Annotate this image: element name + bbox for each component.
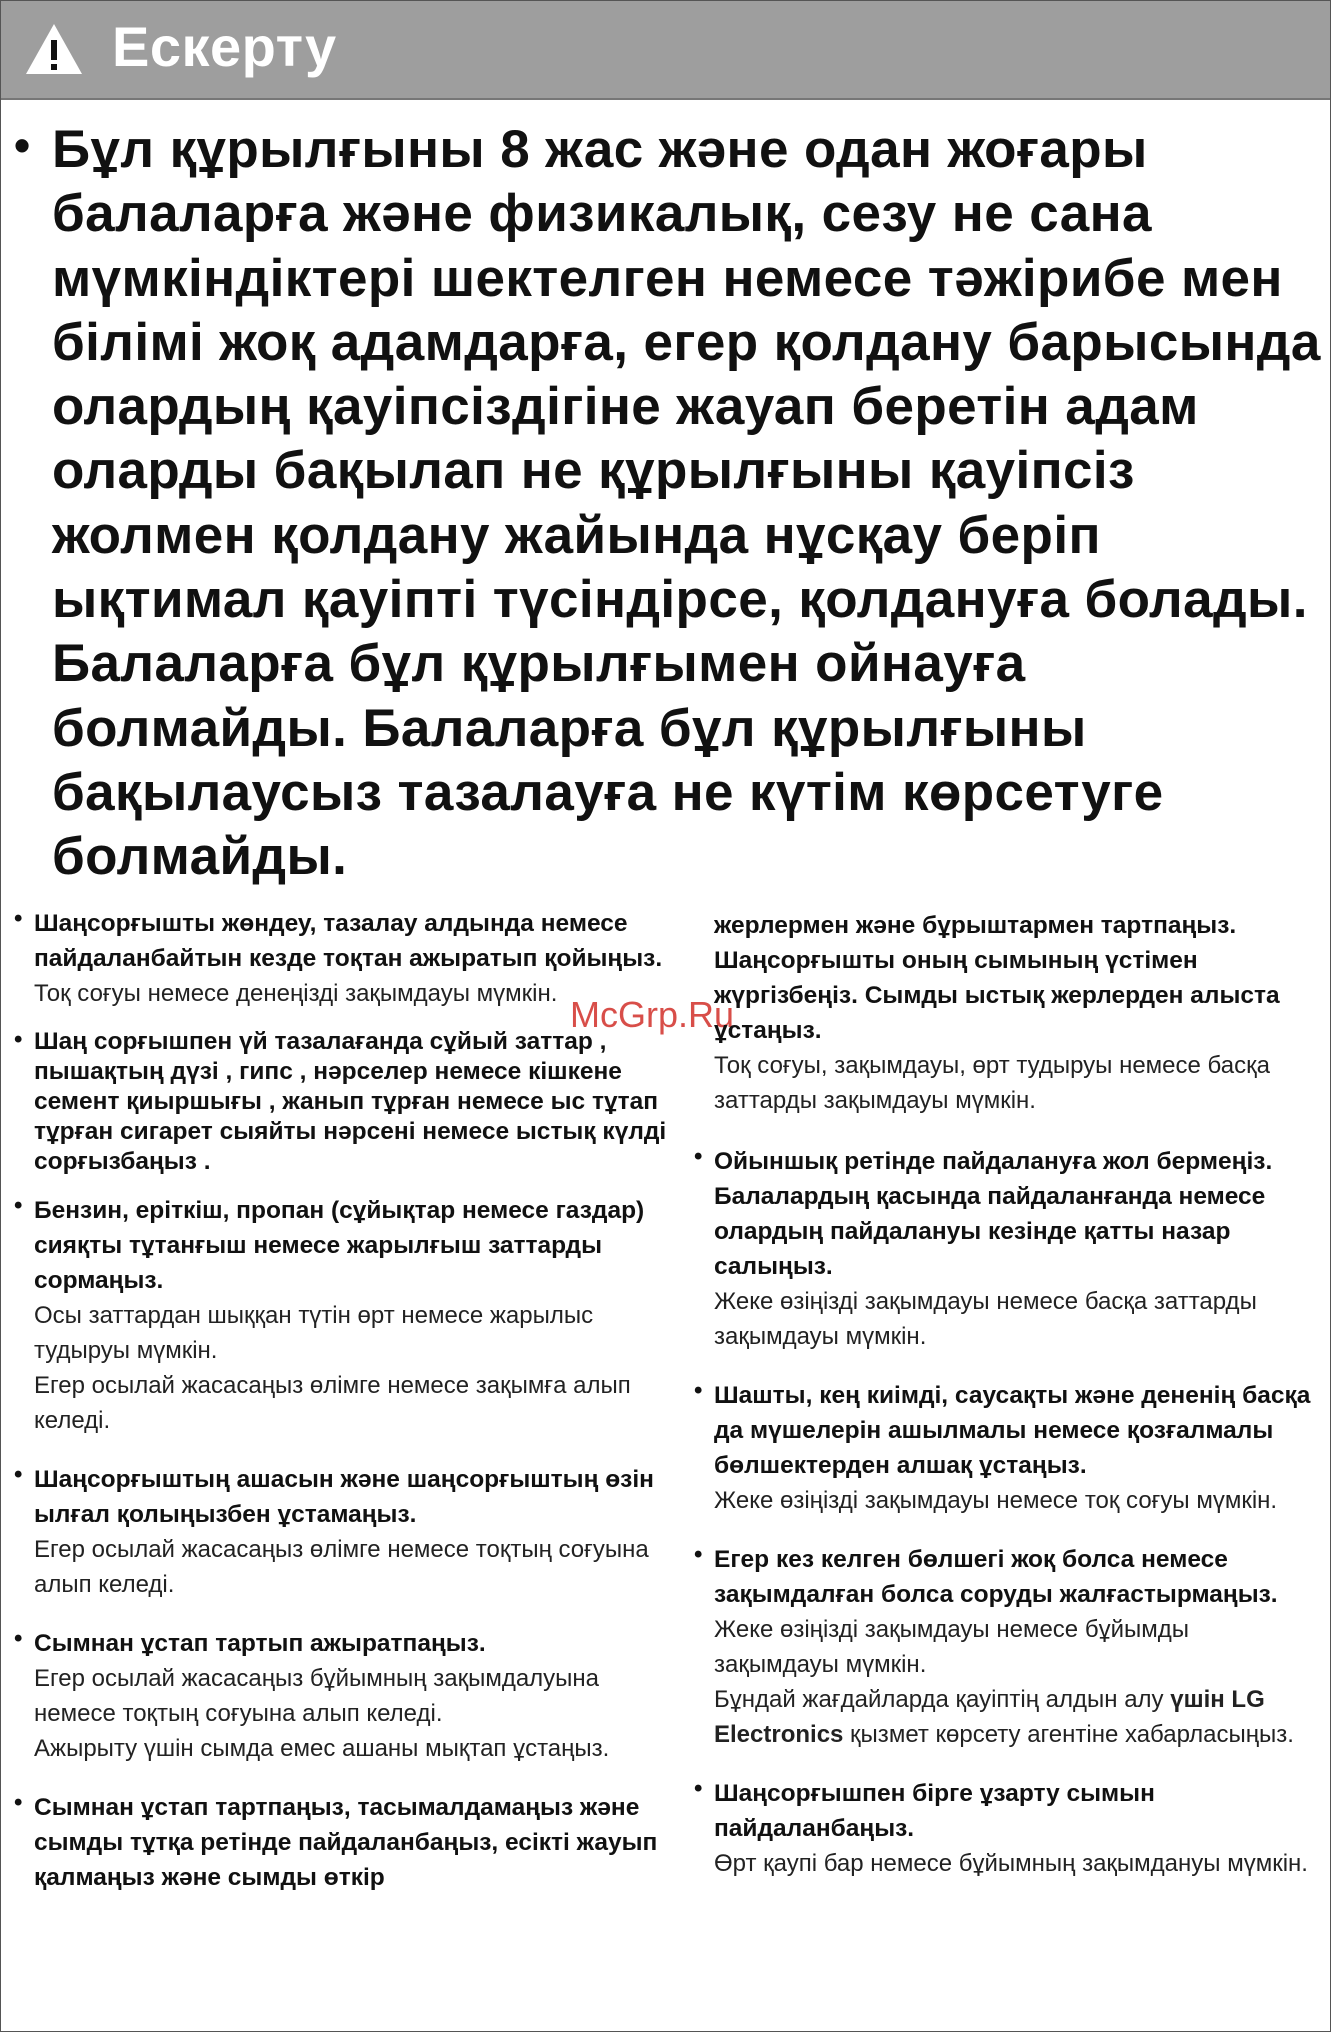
item-note: Осы заттардан шыққан түтін өрт немесе жарылыс тудыруы мүмкін. [34, 1302, 594, 1364]
item-note: Ажырыту үшін сымда емес ашаны мықтап ұстаңыз. [34, 1735, 610, 1762]
item-note: Жеке өзіңізді зақымдауы немесе тоқ соғуы мүмкін. [714, 1487, 1278, 1514]
warning-triangle-icon [24, 22, 84, 76]
list-item: • Бензин, еріткіш, пропан (сұйықтар немесе газдар) сияқты тұтанғыш немесе жарылғыш заттарды сормаңыз. Осы заттардан шыққан түтін өрт немесе жарылыс тудыруы мүмкін. Егер осылай жасасаңыз өлімге немесе зақымға алып келеді. [14, 1193, 682, 1438]
item-heading: Егер кез келген бөлшегі жоқ болса немесе зақымдалған болса соруды жалғастырмаңыз. [714, 1546, 1278, 1608]
list-item: • Егер кез келген бөлшегі жоқ болса немесе зақымдалған болса соруды жалғастырмаңыз. Жеке өзіңізді зақымдауы немесе бұйымды зақымдауы мүмкін. Бұндай жағдайларда қауіптің алдын алу үшін LG Electronics қызмет көрсету агентіне хабарласыңыз. [694, 1542, 1314, 1752]
item-heading: Шаң сорғышпен үй тазалағанда сұйый заттар , пышақтың дүзі , гипс , нәрселер немесе кішкене семент қиыршығы , жанып тұрған немесе ыс тұтап тұрған сигарет сыяйты нәрсені немесе ыстық күлді сорғызбаңыз . [34, 1028, 667, 1175]
warning-header [0, 0, 1331, 100]
list-item: • Шашты, кең киімді, саусақты және дененің басқа да мүшелерін ашылмалы немесе қозғалмалы бөлшектерден алшақ ұстаңыз. Жеке өзіңізді зақымдауы немесе тоқ соғуы мүмкін. [694, 1378, 1314, 1518]
item-note: Өрт қаупі бар немесе бұйымның зақымдануы мүмкін. [714, 1850, 1308, 1877]
bullet: • [14, 119, 31, 171]
item-note-service: Бұндай жағдайларда қауіптің алдын алу үшін LG Electronics қызмет көрсету агентіне хабарласыңыз. [714, 1686, 1294, 1748]
list-item: • Ойыншық ретінде пайдалануға жол бермеңіз. Балалардың қасында пайдаланғанда немесе олардың пайдалануы кезінде қатты назар салыңыз. Жеке өзіңізді зақымдауы немесе басқа заттарды зақымдауы мүмкін. [694, 1144, 1314, 1354]
item-heading: Сымнан ұстап тартпаңыз, тасымалдамаңыз және сымды тұтқа ретінде пайдаланбаңыз, есікті жауып қалмаңыз және сымды өткір [34, 1794, 658, 1891]
item-heading: Ойыншық ретінде пайдалануға жол бермеңіз. Балалардың қасында пайдаланғанда немесе олардың пайдалануы кезінде қатты назар салыңыз. [714, 1148, 1273, 1280]
item-note: Тоқ соғуы, зақымдауы, өрт тудыруы немесе басқа заттарды зақымдауы мүмкін. [714, 1052, 1270, 1114]
list-item: • Сымнан ұстап тартпаңыз, тасымалдамаңыз және сымды тұтқа ретінде пайдаланбаңыз, есікті жауып қалмаңыз және сымды өткір [14, 1790, 682, 1895]
list-item: • Шаңсорғыштың ашасын және шаңсорғыштың өзін ылғал қолыңызбен ұстамаңыз. Егер осылай жасасаңыз өлімге немесе тоқтың соғуына алып келеді. [14, 1462, 682, 1602]
item-heading: Шаңсорғыштың ашасын және шаңсорғыштың өзін ылғал қолыңызбен ұстамаңыз. [34, 1466, 654, 1528]
list-item-continuation [694, 908, 1314, 1118]
item-heading: Шаңсорғышпен бірге ұзарту сымын пайдаланбаңыз. [714, 1780, 1155, 1842]
header-title: Ескерту [112, 15, 337, 78]
lead-warning-text: Бұл құрылғыны 8 жас және одан жоғары балаларға және физикалық, сезу не сана мүмкіндіктері шектелген немесе тәжірибе мен білімі жоқ адамдарға, егер қолдану барысында олардың қауіпсіздігіне жауап беретін адам оларды бақылап не құрылғыны қауіпсіз жолмен қолдану жайында нұсқау беріп ықтимал қауіпті түсіндірсе, қолдануға болады. Балаларға бұл құрылғымен ойнауға болмайды. Балаларға бұл құрылғыны бақылаусыз тазалауға не күтім көрсетуге болмайды. [52, 120, 1321, 887]
list-item: • Шаңсорғышты жөндеу, тазалау алдында немесе пайдаланбайтын кезде тоқтан ажыратып қойыңыз. Тоқ соғуы немесе денеңізді зақымдауы мүмкін. [14, 906, 682, 1011]
item-note: Егер осылай жасасаңыз бұйымның зақымдалуына немесе тоқтың соғуына алып келеді. [34, 1665, 600, 1727]
item-note: Тоқ соғуы немесе денеңізді зақымдауы мүмкін. [34, 980, 558, 1007]
item-heading: Сымнан ұстап тартып ажыратпаңыз. [34, 1630, 486, 1657]
item-heading: Бензин, еріткіш, пропан (сұйықтар немесе газдар) сияқты тұтанғыш немесе жарылғыш заттарды сормаңыз. [34, 1197, 645, 1294]
item-note: Егер осылай жасасаңыз өлімге немесе зақымға алып келеді. [34, 1372, 631, 1434]
item-heading: Шаңсорғышты жөндеу, тазалау алдында немесе пайдаланбайтын кезде тоқтан ажыратып қойыңыз. [34, 910, 663, 972]
left-column [14, 906, 682, 1911]
list-item: • Сымнан ұстап тартып ажыратпаңыз. Егер осылай жасасаңыз бұйымның зақымдалуына немесе тоқтың соғуына алып келеді. Ажырыту үшін сымда емес ашаны мықтап ұстаңыз. [14, 1626, 682, 1766]
list-item: • Шаңсорғышпен бірге ұзарту сымын пайдаланбаңыз. Өрт қаупі бар немесе бұйымның зақымдануы мүмкін. [694, 1776, 1314, 1881]
list-item: • Шаң сорғышпен үй тазалағанда сұйый заттар , пышақтың дүзі , гипс , нәрселер немесе кішкене семент қиыршығы , жанып тұрған немесе ыс тұтап тұрған сигарет сыяйты нәрсені немесе ыстық күлді сорғызбаңыз . [14, 1027, 682, 1177]
watermark: McGrp.Ru [570, 994, 735, 1035]
item-heading: Шашты, кең киімді, саусақты және дененің басқа да мүшелерін ашылмалы немесе қозғалмалы бөлшектерден алшақ ұстаңыз. [714, 1382, 1311, 1479]
right-column [694, 908, 1314, 1897]
item-note: Жеке өзіңізді зақымдауы немесе бұйымды зақымдауы мүмкін. [714, 1616, 1189, 1678]
item-heading: жерлермен және бұрыштармен тартпаңыз. Шаңсорғышты оның сымының үстімен жүргізбеңіз. Сымды ыстық жерлерден алыста ұстаңыз. [714, 912, 1280, 1044]
item-note: Егер осылай жасасаңыз өлімге немесе тоқтың соғуына алып келеді. [34, 1536, 649, 1598]
item-note: Жеке өзіңізді зақымдауы немесе басқа заттарды зақымдауы мүмкін. [714, 1288, 1257, 1350]
